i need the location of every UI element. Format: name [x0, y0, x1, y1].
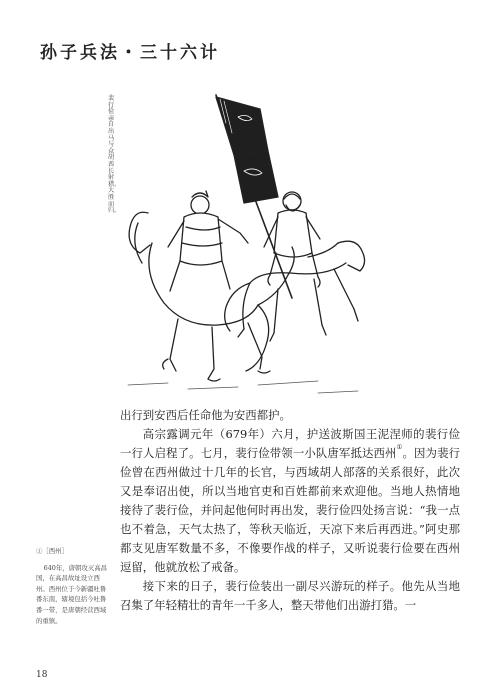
- illustration-caption: 裴行俭亲自出马与众胡酋长射猎。大胜而归。: [108, 95, 121, 215]
- page-number: 18: [36, 670, 48, 680]
- paragraph-1: 出行到安西后任命他为安西都护。: [120, 408, 291, 422]
- footnote-marker: ①: [396, 443, 403, 451]
- sidenote-heading: ①［西州］: [36, 547, 68, 555]
- paragraph-3: 接下来的日子，裴行俭装出一副尽兴游玩的样子。他先从当地召集了年轻精壮的青年一千多人，整天带他们出游打猎。一: [120, 579, 460, 612]
- illustration-horsemen: [108, 93, 378, 398]
- paragraph-2: [120, 425, 460, 577]
- main-text: [120, 406, 460, 615]
- page-header-title: 孙子兵法・三十六计: [40, 43, 220, 63]
- rider-left: [168, 191, 248, 291]
- sidenote: [36, 546, 108, 626]
- banner-flag: [216, 95, 292, 298]
- paragraph-2-part-1: 高宗露调元年（679年）六月，护送波斯国王泥涅师的裴行俭一行人启程了。七月，裴行俭带领一小队唐军抵达西州: [120, 427, 460, 460]
- sidenote-text: 640年，唐朝攻灭高昌国，在高昌故址设立西州。西州位于今新疆吐鲁番东南，辖境包括今吐鲁番一带，是唐朝经营西域的重镇。: [36, 563, 107, 625]
- paragraph-2-part-2: 。因为裴行俭曾在西州做过十几年的长官，与西域胡人部落的关系很好，此次又是奉诏出使，所以当地官吏和百姓都前来欢迎他。当地人热情地接待了裴行俭，并问起他何时再出发，裴行俭四处扬言说：“我一点也不着急，天气太热了，等秋天临近，天凉下来后再西进。”阿史那都支见唐军数量不多，不像要作战的样子，又听说裴行俭要在西州逗留，他就放松了戒备。: [120, 446, 460, 574]
- ground-lines: [128, 381, 358, 393]
